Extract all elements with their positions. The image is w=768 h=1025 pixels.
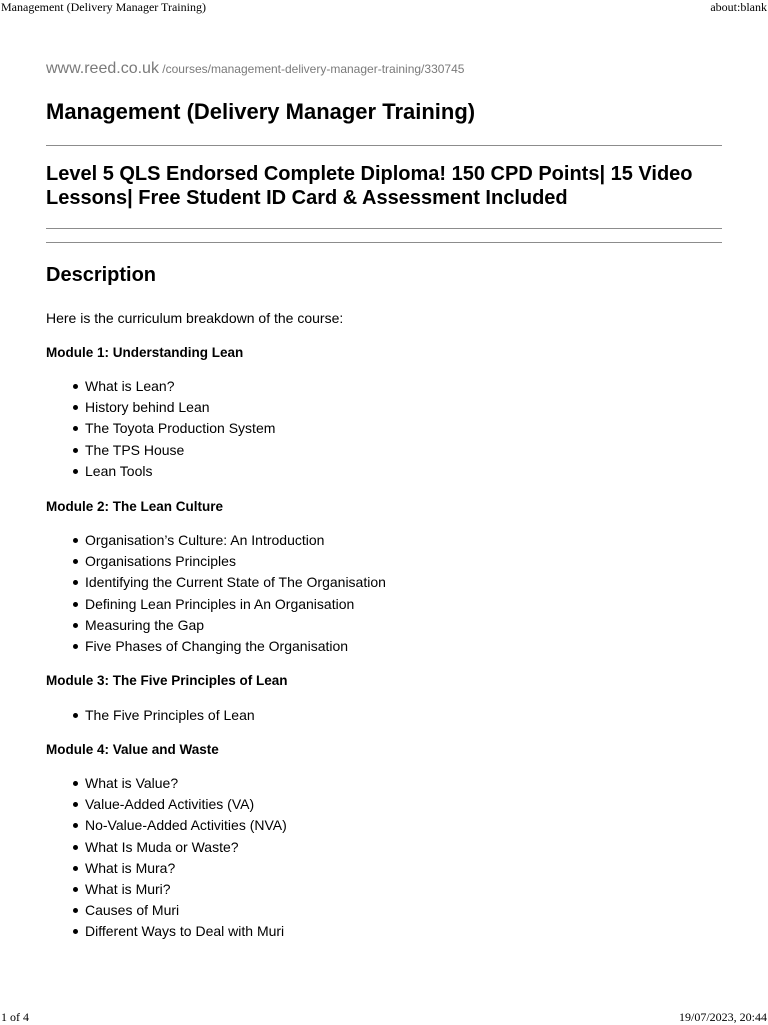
list-item: Identifying the Current State of The Organisation xyxy=(46,572,386,593)
list-item: What is Lean? xyxy=(46,376,275,397)
list-item: History behind Lean xyxy=(46,397,275,418)
source-url-path[interactable]: /courses/management-delivery-manager-training/330745 xyxy=(158,62,465,76)
source-url[interactable] xyxy=(46,60,464,78)
divider xyxy=(46,242,722,243)
list-item: What is Muri? xyxy=(46,879,287,900)
module-list xyxy=(46,705,255,726)
divider xyxy=(46,228,722,229)
list-item: The Five Principles of Lean xyxy=(46,705,255,726)
list-item: Five Phases of Changing the Organisation xyxy=(46,636,386,657)
module-list xyxy=(46,773,287,943)
list-item: Defining Lean Principles in An Organisation xyxy=(46,594,386,615)
list-item: Value-Added Activities (VA) xyxy=(46,794,287,815)
list-item: What is Value? xyxy=(46,773,287,794)
print-header xyxy=(0,0,768,14)
description-heading: Description xyxy=(46,264,157,286)
list-item: The TPS House xyxy=(46,440,275,461)
module-title: Module 1: Understanding Lean xyxy=(46,345,244,360)
list-item: No-Value-Added Activities (NVA) xyxy=(46,815,287,836)
module-list xyxy=(46,376,275,482)
module-title: Module 3: The Five Principles of Lean xyxy=(46,673,288,688)
list-item: The Toyota Production System xyxy=(46,418,275,439)
list-item: Causes of Muri xyxy=(46,900,287,921)
list-item: Different Ways to Deal with Muri xyxy=(46,921,287,942)
print-footer xyxy=(0,1010,768,1024)
divider xyxy=(46,145,722,146)
list-item: Lean Tools xyxy=(46,461,275,482)
list-item: Organisations Principles xyxy=(46,551,386,572)
print-header-title: Management (Delivery Manager Training) xyxy=(1,0,206,14)
list-item: Organisation’s Culture: An Introduction xyxy=(46,530,386,551)
module-title: Module 2: The Lean Culture xyxy=(46,499,224,514)
print-timestamp: 19/07/2023, 20:44 xyxy=(678,1010,767,1024)
source-url-domain[interactable]: www.reed.co.uk xyxy=(46,60,159,77)
list-item: What Is Muda or Waste? xyxy=(46,837,287,858)
module-title: Module 4: Value and Waste xyxy=(46,742,219,757)
list-item: What is Mura? xyxy=(46,858,287,879)
course-subtitle: Level 5 QLS Endorsed Complete Diploma! 150 CPD Points| 15 Video Lessons| Free Student ID Card & Assessment Included xyxy=(46,163,693,209)
description-intro: Here is the curriculum breakdown of the course: xyxy=(46,310,344,326)
print-header-url: about:blank xyxy=(710,0,767,14)
page-title: Management (Delivery Manager Training) xyxy=(46,99,476,124)
page-number: 1 of 4 xyxy=(1,1010,29,1024)
list-item: Measuring the Gap xyxy=(46,615,386,636)
module-list xyxy=(46,530,386,657)
